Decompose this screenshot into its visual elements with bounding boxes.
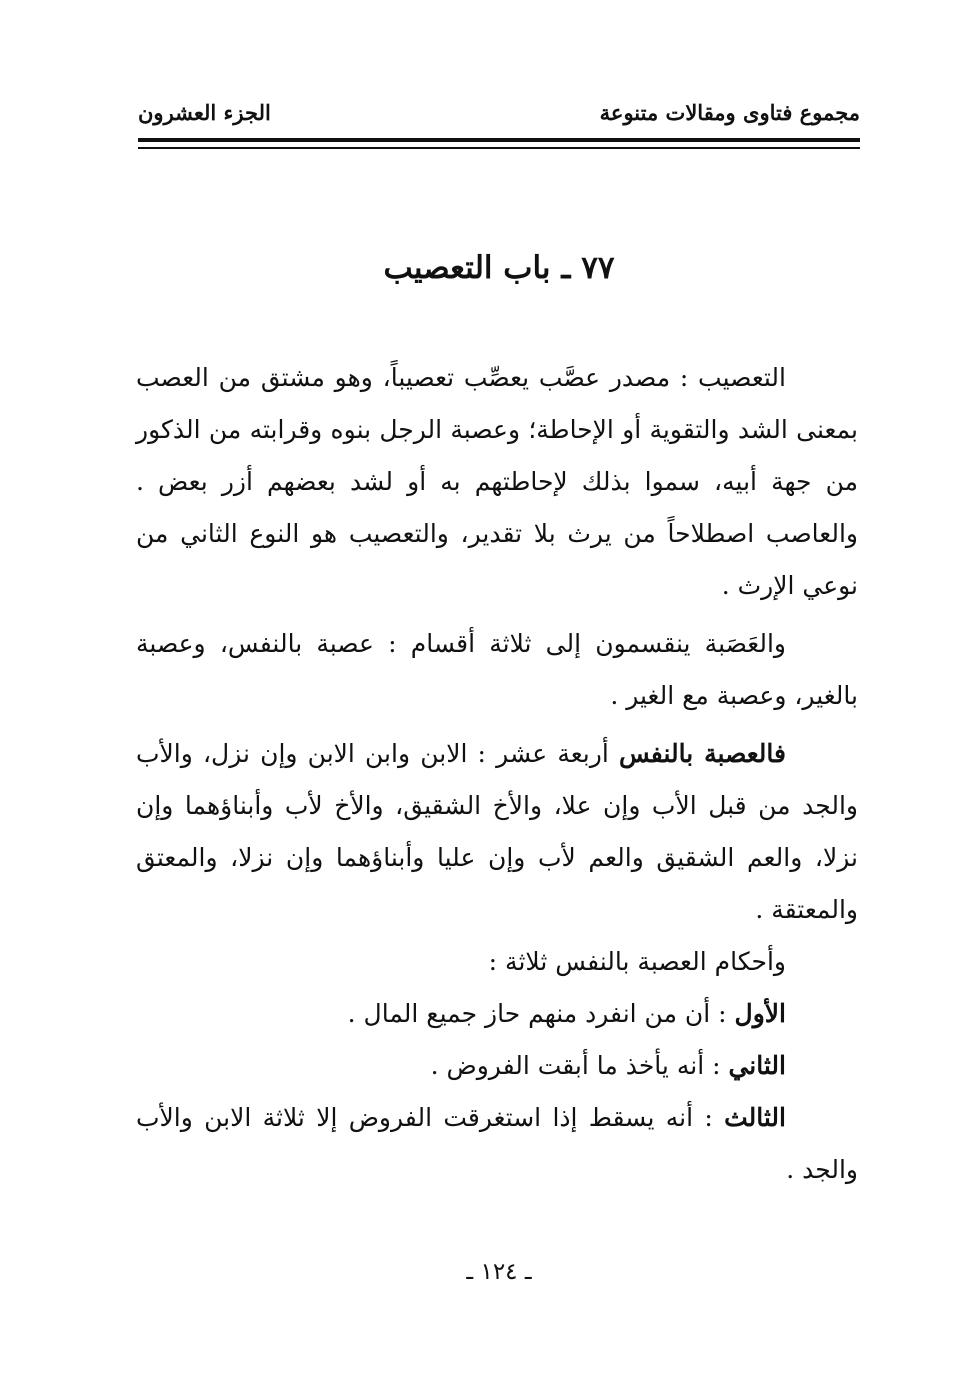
header-rule-thin: [138, 147, 860, 149]
ruling-second-label: الثاني: [728, 1051, 786, 1080]
book-title: مجموع فتاوى ومقالات متنوعة: [599, 99, 860, 125]
ruling-first-label: الأول: [734, 999, 786, 1028]
chapter-title: ٧٧ ـ باب التعصيب: [383, 250, 615, 286]
volume-label: الجزء العشرون: [138, 99, 271, 125]
paragraph-rulings-intro: وأحكام العصبة بالنفس ثلاثة :: [488, 947, 786, 976]
paragraph-definition: التعصيب : مصدر عصَّب يعصِّب تعصيباً، وهو مشتق من العصب بمعنى الشد والتقوية أو الإحاطة؛ وعصبة الرجل بنوه وقرابته من الذكور من جهة أبيه، سموا بذلك لإحاطتهم به أو لشد بعضهم أزر بعض . والعاصب اصطلاحاً من يرث بلا تقدير، والتعصيب هو النوع الثاني من نوعي الإرث .: [136, 363, 858, 600]
paragraph-ruling-third: [136, 1092, 858, 1196]
page-number: ـ ١٢٤ ـ: [466, 1259, 532, 1285]
ruling-second-text: : أنه يأخذ ما أبقت الفروض .: [430, 1051, 729, 1080]
ruling-first-text: : أن من انفرد منهم حاز جميع المال .: [347, 999, 735, 1028]
paragraph-ruling-first: [136, 988, 858, 1040]
term-asaba-bil-nafs: فالعصبة بالنفس: [618, 739, 786, 768]
ruling-third-label: الثالث: [724, 1103, 786, 1132]
asaba-bil-nafs-text: أربعة عشر : الابن وابن الابن وإن نزل، والأب والجد من قبل الأب وإن علا، والأخ الشقيق، والأخ لأب وأبناؤهما وإن نزلا، والعم الشقيق والعم لأب وإن عليا وأبناؤهما وإن نزلا، والمعتق والمعتقة .: [136, 739, 858, 924]
running-header: [138, 92, 860, 132]
paragraph-ruling-second: [136, 1040, 858, 1092]
paragraph-asaba-bil-nafs: [136, 728, 858, 936]
body-text: [136, 352, 858, 1196]
header-rule-thick: [138, 138, 860, 142]
paragraph-categories: والعَصَبة ينقسمون إلى ثلاثة أقسام : عصبة بالنفس، وعصبة بالغير، وعصبة مع الغير .: [136, 629, 858, 710]
ruling-third-text: : أنه يسقط إذا استغرقت الفروض إلا ثلاثة الابن والأب والجد .: [136, 1103, 858, 1184]
